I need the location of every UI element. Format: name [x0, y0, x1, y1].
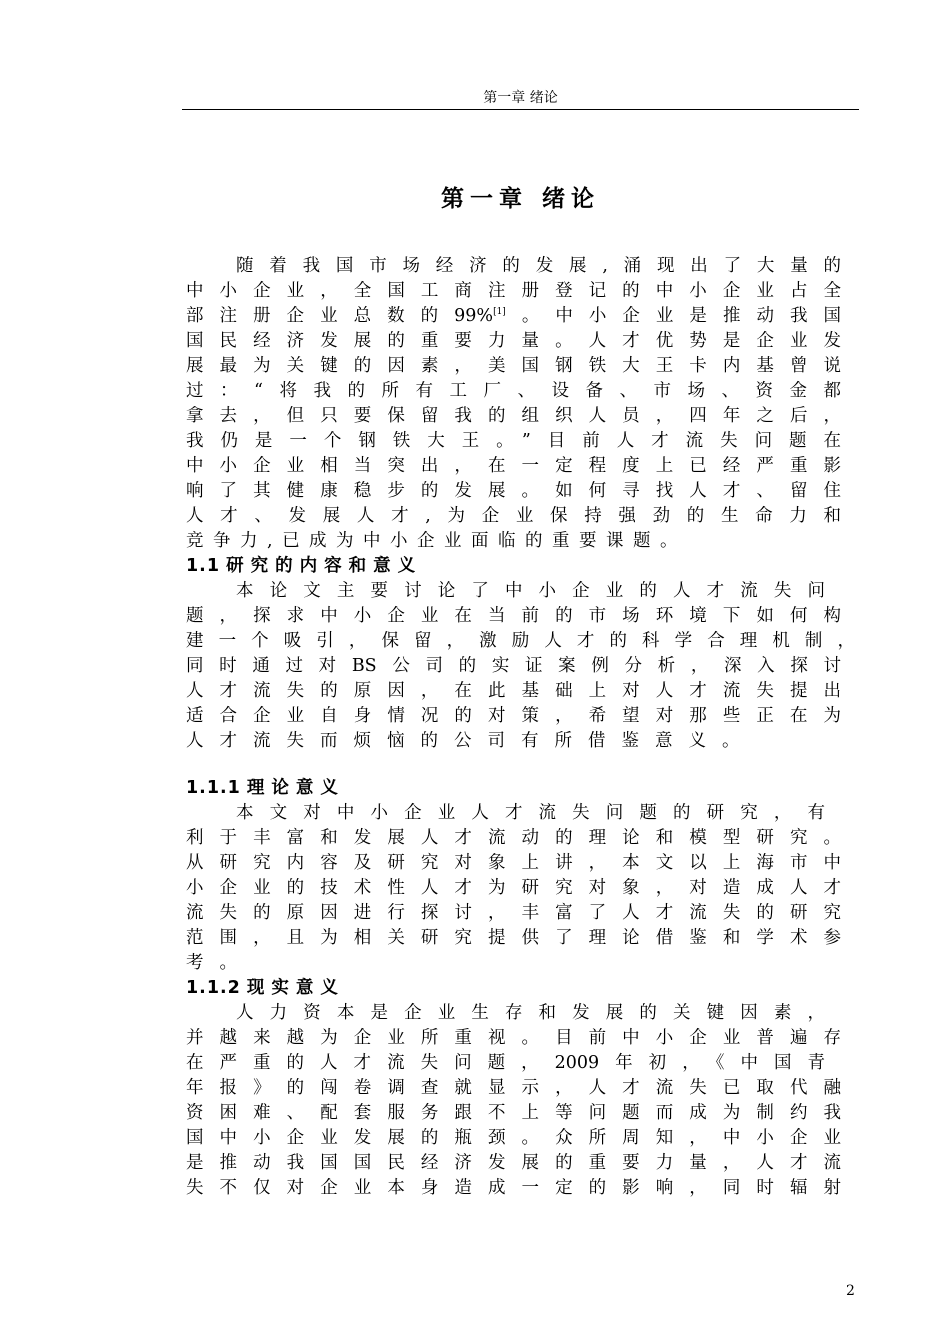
text-line: 考。	[186, 953, 253, 973]
section-title: 现实意义	[246, 978, 345, 998]
text-line: 适合企业自身情况的对策，希望对那些正在为	[186, 706, 841, 726]
text-line: 人力资本是企业生存和发展的关键因素，	[236, 1003, 825, 1023]
text-line: 过：“将我的所有工厂、设备、市场、资金都	[186, 381, 841, 401]
text-line: 响了其健康稳步的发展。如何寻找人才、留住	[186, 481, 841, 501]
citation-marker: [1]	[493, 307, 506, 318]
text-line: 本论文主要讨论了中小企业的人才流失问	[236, 581, 825, 601]
header-divider	[182, 109, 859, 110]
section-title: 理论意义	[246, 778, 345, 798]
text-line-with-citation	[186, 304, 841, 329]
text-line: 失不仅对企业本身造成一定的影响，同时辐射	[186, 1178, 841, 1198]
text-line: 人才流失的原因，在此基础上对人才流失提出	[186, 681, 841, 701]
text-line: 人才、发展人才,为企业保持强劲的生命力和	[186, 506, 841, 526]
section-1-1-1-paragraph	[186, 801, 841, 976]
chapter-title: 第一章 绪论	[440, 186, 600, 212]
text-line: 国民经济发展的重要力量。人才优势是企业发	[186, 331, 841, 351]
text-segment: 。中小企业是推动我国	[505, 306, 842, 326]
running-header: 第一章 绪论	[483, 90, 558, 106]
text-segment: 部注册企业总数的99%	[186, 306, 494, 326]
section-1-1-paragraph	[186, 579, 855, 754]
text-line: 人才流失而烦恼的公司有所借鉴意义。	[186, 731, 756, 751]
text-line: 是推动我国国民经济发展的重要力量，人才流	[186, 1153, 841, 1173]
section-heading-1-1-2	[186, 976, 841, 1001]
text-line: 展最为关键的因素，美国钢铁大王卡内基曾说	[186, 356, 841, 376]
text-line: 从研究内容及研究对象上讲，本文以上海市中	[186, 853, 841, 873]
text-line: 拿去，但只要保留我的组织人员，四年之后，	[186, 406, 841, 426]
text-line: 在严重的人才流失问题，2009年初，《中国青	[186, 1053, 825, 1073]
text-line: 国中小企业发展的瓶颈。众所周知，中小企业	[186, 1128, 841, 1148]
text-line: 范围，且为相关研究提供了理论借鉴和学术参	[186, 928, 841, 948]
text-line: 竞争力,已成为中小企业面临的重要课题。	[186, 531, 688, 551]
text-line: 利于丰富和发展人才流动的理论和模型研究。	[186, 828, 841, 848]
text-line: 建一个吸引，保留，激励人才的科学合理机制，	[186, 631, 855, 651]
document-body	[186, 254, 855, 1201]
section-number: 1.1.2	[186, 978, 241, 998]
text-line: 我仍是一个钢铁大王。”目前人才流失问题在	[186, 431, 841, 451]
text-line: 中小企业相当突出，在一定程度上已经严重影	[186, 456, 841, 476]
spacer	[186, 754, 841, 776]
intro-paragraph	[186, 254, 841, 554]
section-title: 研究的内容和意义	[226, 556, 423, 576]
text-line: 并越来越为企业所重视。目前中小企业普遍存	[186, 1028, 841, 1048]
text-line: 随着我国市场经济的发展,涌现出了大量的	[236, 256, 841, 276]
section-number: 1.1.1	[186, 778, 241, 798]
text-line: 年报》的闯卷调查就显示，人才流失已取代融	[186, 1078, 841, 1098]
text-line: 流失的原因进行探讨，丰富了人才流失的研究	[186, 903, 841, 923]
text-line: 同时通过对BS公司的实证案例分析，深入探讨	[186, 656, 841, 676]
text-line: 中小企业，全国工商注册登记的中小企业占全	[186, 281, 841, 301]
section-heading-1-1	[186, 554, 841, 579]
text-line: 小企业的技术性人才为研究对象，对造成人才	[186, 878, 841, 898]
text-line: 题，探求中小企业在当前的市场环境下如何构	[186, 606, 841, 626]
section-number: 1.1	[186, 556, 221, 576]
text-line: 本文对中小企业人才流失问题的研究，有	[236, 803, 825, 823]
section-heading-1-1-1	[186, 776, 841, 801]
section-1-1-2-paragraph	[186, 1001, 841, 1201]
text-line: 资困难、配套服务跟不上等问题而成为制约我	[186, 1103, 841, 1123]
page-number: 2	[846, 1283, 855, 1299]
